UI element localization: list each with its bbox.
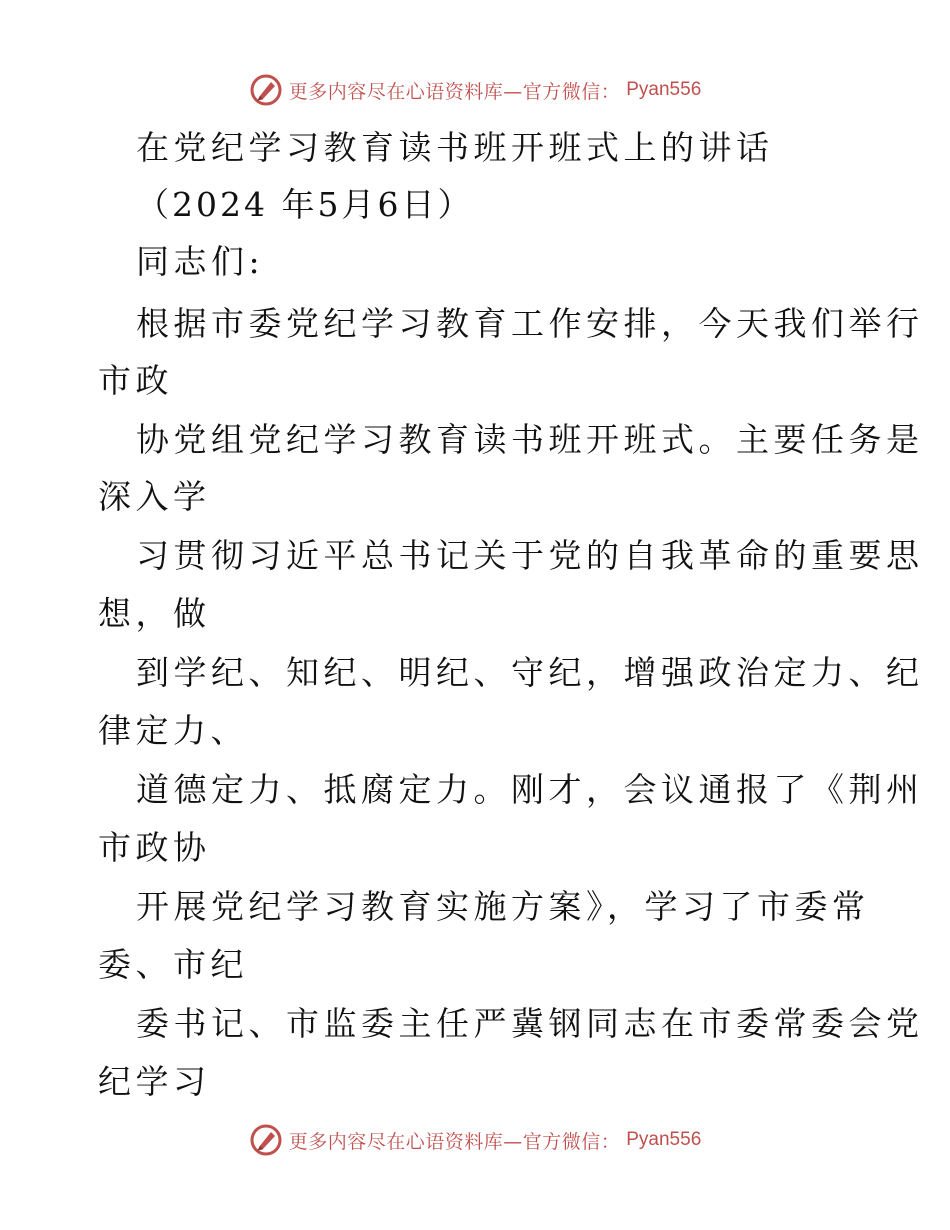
pen-nib-logo-icon — [249, 73, 283, 107]
body-line: 开展党纪学习教育实施方案》，学习了市委常 — [136, 887, 870, 926]
document-title: 在党纪学习教育读书班开班式上的讲话 — [136, 128, 774, 167]
header-watermark — [0, 70, 950, 110]
body-line: 纪学习 — [98, 1062, 211, 1101]
body-line: 道德定力、抵腐定力。刚才，会议通报了《荆州 — [136, 770, 924, 809]
body-line: 委、市纪 — [98, 945, 248, 984]
watermark-text: 更多内容尽在心语资料库—官方微信： — [288, 80, 621, 103]
body-line: 习贯彻习近平总书记关于党的自我革命的重要思 — [136, 536, 924, 575]
body-line: 协党组党纪学习教育读书班开班式。主要任务是 — [136, 420, 924, 459]
body-line: 根据市委党纪学习教育工作安排，今天我们举行 — [136, 304, 924, 343]
body-line: 想，做 — [98, 594, 211, 633]
watermark-wechat-id: Pyan556 — [626, 79, 702, 100]
document-date: （2024 年5月6日） — [136, 185, 474, 224]
body-line: 市政协 — [98, 828, 211, 867]
body-line: 律定力、 — [98, 711, 248, 750]
salutation: 同志们: — [136, 242, 265, 281]
body-line: 到学纪、知纪、明纪、守纪，增强政治定力、纪 — [136, 653, 924, 692]
body-line: 深入学 — [98, 477, 211, 516]
footer-watermark — [0, 1120, 950, 1160]
watermark-text: 更多内容尽在心语资料库—官方微信： — [288, 1130, 621, 1153]
body-line: 市政 — [98, 361, 173, 400]
body-line: 委书记、市监委主任严冀钢同志在市委常委会党 — [136, 1004, 924, 1043]
pen-nib-logo-icon — [249, 1123, 283, 1157]
watermark-wechat-id: Pyan556 — [626, 1129, 702, 1150]
